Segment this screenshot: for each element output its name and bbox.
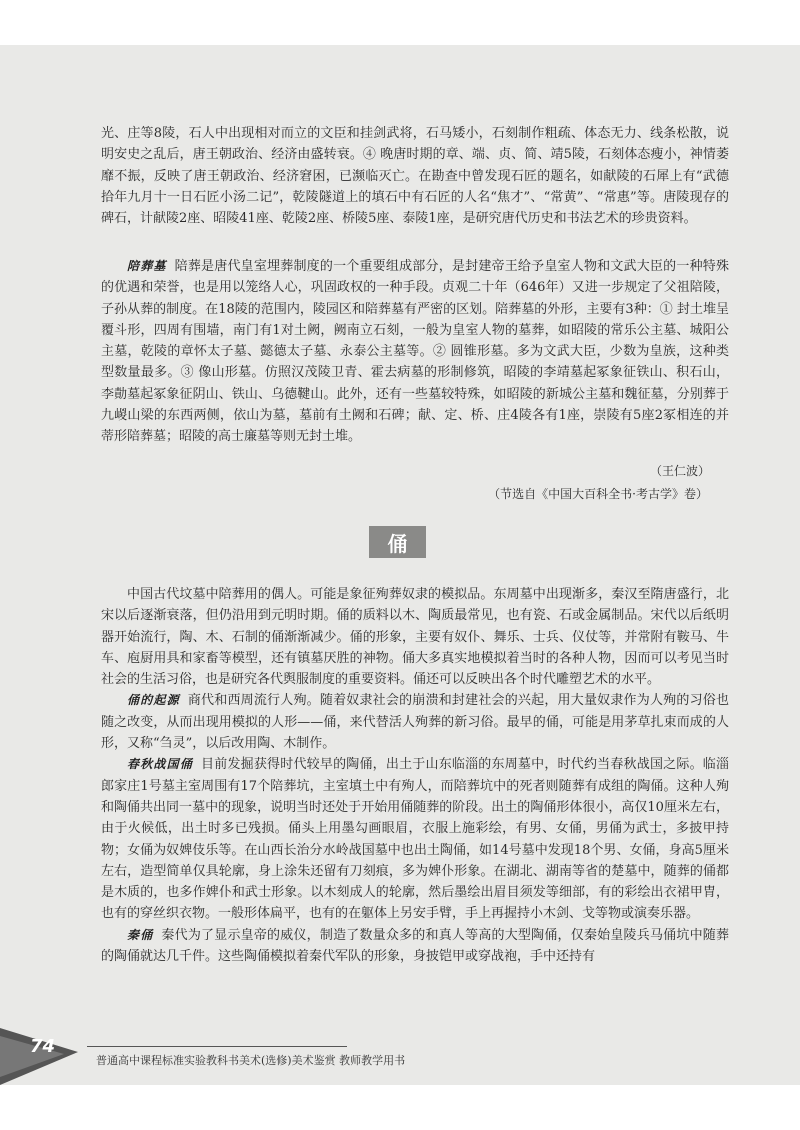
paragraph-body: 陪葬是唐代皇室埋葬制度的一个重要组成部分，是封建帝王给予皇室人物和文武大臣的一种特殊的优遇和荣誉，也是用以笼络人心，巩固政权的一种手段。贞观二十年（646年）又进一步规定了父祖陪陵，子孙从葬的制度。在18陵的范围内，陵园区和陪葬墓有严密的区划。陪葬墓的外形，主要有3种：① 封土堆呈覆斗形，四周有围墙，南门有1对土阙，阙南立石刻，一般为皇室人物的墓葬，如昭陵的常乐公主墓、城阳公主墓，乾陵的章怀太子墓、懿德太子墓、永泰公主墓等。② 圆锥形墓。多为文武大臣，少数为皇族，这种类型数量最多。③ 像山形墓。仿照汉茂陵卫青、霍去病墓的形制修筑，昭陵的李靖墓起冢象征铁山、积石山，李勣墓起冢象征阴山、铁山、乌德鞬山。此外，还有一些墓较特殊，如昭陵的新城公主墓和魏征墓，分别葬于九嵕山梁的东西两侧，依山为墓，墓前有土阙和石碑；献、定、桥、庄4陵各有1座，崇陵有5座2冢相连的并蒂形陪葬墓；昭陵的高士廉墓等则无封土堆。 xyxy=(101,259,729,445)
paragraph-body: 目前发掘获得时代较早的陶俑，出土于山东临淄的东周墓中，时代约当春秋战国之际。临淄郎家庄1号墓主室周围有17个陪葬坑，主室填土中有殉人，而陪葬坑中的死者则随葬有成组的陶俑。这种人殉和陶俑共出同一墓中的现象，说明当时还处于开始用俑随葬的阶段。出土的陶俑形体很小，高仅10厘米左右，由于火候低，出土时多已残损。俑头上用墨勾画眼眉，衣服上施彩绘，有男、女俑，男俑为武士，多披甲持物；女俑为奴婢伎乐等。在山西长治分水岭战国墓中也出土陶俑，如14号墓中发现18个男、女俑，身高5厘米左右，造型简单仅具轮廓，身上涂朱还留有刀刻痕，多为婢仆形象。在湖北、湖南等省的楚墓中，随葬的俑都是木质的，也多作婢仆和武士形象。以木刻成人的轮廓，然后墨绘出眉目须发等细部，有的彩绘出衣裙甲胄，也有的穿丝织衣物。一般形体扁平，也有的在躯体上另安手臂，手上再握持小木剑、戈等物或演奏乐器。 xyxy=(101,757,729,922)
paragraph xyxy=(101,754,729,924)
term-heading: 春秋战国俑 xyxy=(127,757,194,772)
paragraph-body: 商代和西周流行人殉。随着奴隶社会的崩溃和封建社会的兴起，用大量奴隶作为人殉的习俗也随之改变，从而出现用模拟的人形——俑，来代替活人殉葬的新习俗。最早的俑，可能是用茅草扎束而成的人形，又称“刍灵”，以后改用陶、木制作。 xyxy=(101,693,729,752)
footer-book-title: 普通高中课程标准实验教科书美术(选修)美术鉴赏 教师教学用书 xyxy=(96,1054,406,1067)
term-heading: 陪葬墓 xyxy=(127,259,167,273)
paragraph: 光、庄等8陵，石人中出现相对而立的文臣和挂剑武将，石马矮小，石刻制作粗疏、体态无力、线条松散，说明安史之乱后，唐王朝政治、经济由盛转衰。④ 晚唐时期的章、端、贞、简、靖5陵，石刻体态瘦小，神情萎靡不振，反映了唐王朝政治、经济窘困，已濒临灭亡。在勘查中曾发现石匠的题名，如献陵的石犀上有“武德拾年九月十一日石匠小汤二记”，乾陵隧道上的填石中有石匠的人名“焦才”、“常黄”、“常惠”等。唐陵现存的碑石，计献陵2座、昭陵41座、乾陵2座、桥陵5座、泰陵1座，是研究唐代历史和书法艺术的珍贵资料。 xyxy=(101,126,729,227)
paragraph xyxy=(101,925,729,968)
figurine-section-text xyxy=(101,584,729,967)
tomb-stone-carving-text xyxy=(101,123,729,229)
accompanying-tombs-text xyxy=(101,256,729,448)
section-heading: 俑 xyxy=(369,526,426,558)
term-heading: 秦俑 xyxy=(127,927,154,942)
paragraph xyxy=(101,690,729,754)
page-number: 74 xyxy=(30,1036,56,1057)
footer-divider xyxy=(87,1046,347,1047)
paragraph: 中国古代坟墓中陪葬用的偶人。可能是象征殉葬奴隶的模拟品。东周墓中出现渐多，秦汉至隋唐盛行，北宋以后逐渐衰落，但仍沿用到元明时期。俑的质料以木、陶质最常见，也有瓷、石或金属制品。宋代以后纸明器开始流行，陶、木、石制的俑渐渐减少。俑的形象，主要有奴仆、舞乐、士兵、仪仗等，并常附有鞍马、牛车、庖厨用具和家畜等模型，还有镇墓厌胜的神物。俑大多真实地模拟着当时的各种人物，因而可以考见当时社会的生活习俗，也是研究各代舆服制度的重要资料。俑还可以反映出各个时代雕塑艺术的水平。 xyxy=(101,587,729,688)
source-citation: （节选自《中国大百科全书·考古学》卷） xyxy=(488,487,708,501)
author-credit: （王仁波） xyxy=(649,464,710,478)
term-heading: 俑的起源 xyxy=(127,693,180,708)
paragraph xyxy=(101,256,729,448)
paragraph-body: 秦代为了显示皇帝的威仪，制造了数量众多的和真人等高的大型陶俑，仅秦始皇陵兵马俑坑中随葬的陶俑就达几千件。这些陶俑模拟着秦代军队的形象，身披铠甲或穿战袍，手中还持有 xyxy=(101,927,729,965)
